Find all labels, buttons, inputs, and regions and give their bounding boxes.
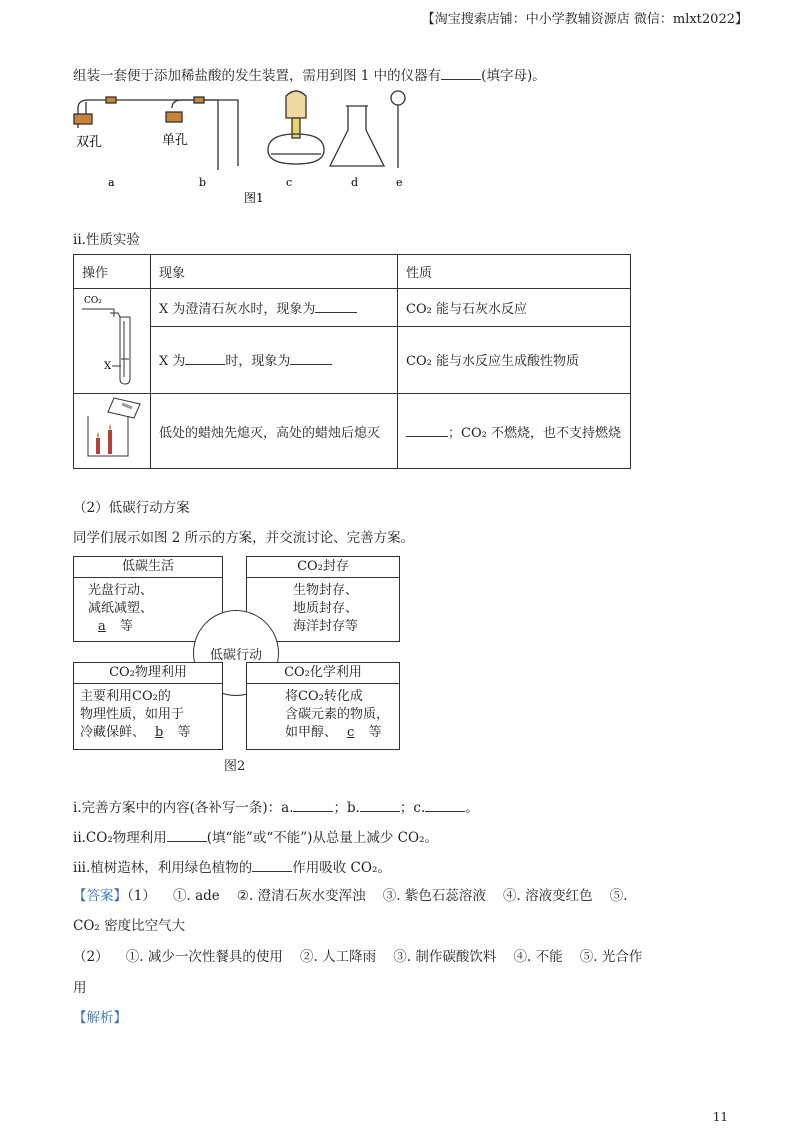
section-ii-title: ii.性质实验 [73,232,140,248]
answer-blank [293,798,333,812]
question-assembly [73,64,546,84]
box-co2-storage: CO₂封存 生物封存、 地质封存、 海洋封存等 [246,556,400,642]
row1-phenomenon: X 为澄清石灰水时，现象为 [151,289,398,327]
box-low-carbon-life: 低碳生活 光盘行动、 减纸减塑、 a 等 [73,556,223,642]
lamp-flame [286,91,306,118]
operation-co2-tube [74,289,151,394]
label-shuangkong: 双孔 [76,135,103,150]
page-header: 【淘宝搜索店铺：中小学教辅资源店 微信：mlxt2022】 [421,12,748,27]
header-property: 性质 [398,255,631,289]
blank-b: b [155,725,164,740]
letter-c: c [286,176,293,189]
row3-phenomenon: 低处的蜡烛先熄灭，高处的蜡烛后熄灭 [151,394,398,469]
box-title: CO₂物理利用 [74,663,222,684]
box-title: CO₂封存 [247,557,399,578]
stopper-a [74,114,92,124]
answer-blank [360,798,400,812]
page-number: 11 [712,1110,728,1124]
answer-line-2: CO₂ 密度比空气大 [73,918,186,934]
answer-blank [290,351,332,365]
box-co2-chemical-use: CO₂化学利用 将CO₂转化成 含碳元素的物质， 如甲醇、 c 等 [246,662,400,750]
box-title: 低碳生活 [74,557,222,578]
answer-blank [252,858,292,872]
co2-test-tube-figure [74,289,150,389]
operation-candle [74,394,151,469]
row3-property: ；CO₂ 不燃烧，也不支持燃烧 [398,394,631,469]
question-tail: (填字母)。 [481,68,546,84]
question-iii: iii.植树造林，利用绿色植物的 作用吸收 CO₂。 [73,860,391,876]
question-ii: ii.CO₂物理利用 (填“能”或“不能”)从总量上减少 CO₂。 [73,830,438,846]
figure-1-caption: 图1 [244,191,264,205]
letter-d: d [351,176,359,189]
header-phenomenon: 现象 [151,255,398,289]
answer-line-4: 用 [73,980,87,996]
answer-blank [406,423,448,437]
row1-property: CO₂ 能与石灰水反应 [398,289,631,327]
answer-blank [185,351,225,365]
property-table [73,254,631,469]
answer-line-3: （2） ①. 减少一次性餐具的使用 ②. 人工降雨 ③. 制作碳酸饮料 ④. 不能 ⑤. 光合作 [73,949,643,965]
header-operation: 操作 [74,255,151,289]
label-dankong: 单孔 [162,133,189,148]
candle-beaker-figure [74,394,150,464]
answer-blank [441,66,481,80]
analysis-tag: 【解析】 [73,1010,127,1026]
answer-blank [425,798,465,812]
center-label: 低碳行动 [209,647,262,663]
figure-2-caption: 图2 [224,759,246,774]
question-text: 组装一套便于添加稀盐酸的发生装置，需用到图 1 中的仪器有 [73,68,442,84]
x-label: X [104,361,112,372]
box-co2-physical-use: CO₂物理利用 主要利用CO₂的 物理性质，如用于 冷藏保鲜、 b 等 [73,662,223,750]
co2-label: CO₂ [84,296,102,306]
conical-flask [330,106,384,166]
letter-b: b [199,176,207,189]
answer-blank [167,828,207,842]
box-title: CO₂化学利用 [247,663,399,684]
row2-property: CO₂ 能与水反应生成酸性物质 [398,326,631,393]
figure-1-apparatus [68,88,428,208]
row2-phenomenon: X 为 时，现象为 [151,326,398,393]
part2-intro: 同学们展示如图 2 所示的方案，并交流讨论、完善方案。 [73,530,415,546]
question-i: i.完善方案中的内容(各补写一条)：a. ；b. ；c. 。 [73,800,479,816]
part2-title: （2）低碳行动方案 [73,500,190,516]
stopper-b [166,112,182,122]
answer-blank [315,299,357,313]
answer-line-1: 【答案】（1） ①. ade ②. 澄清石灰水变浑浊 ③. 紫色石蕊溶液 ④. 溶液变红色 ⑤. [73,888,628,904]
funnel-bulb [391,91,405,105]
answer-tag: 【答案】 [73,888,127,904]
blank-a: a [98,619,106,634]
blank-c: c [347,725,355,740]
letter-a: a [108,176,115,189]
letter-e: e [396,176,403,189]
